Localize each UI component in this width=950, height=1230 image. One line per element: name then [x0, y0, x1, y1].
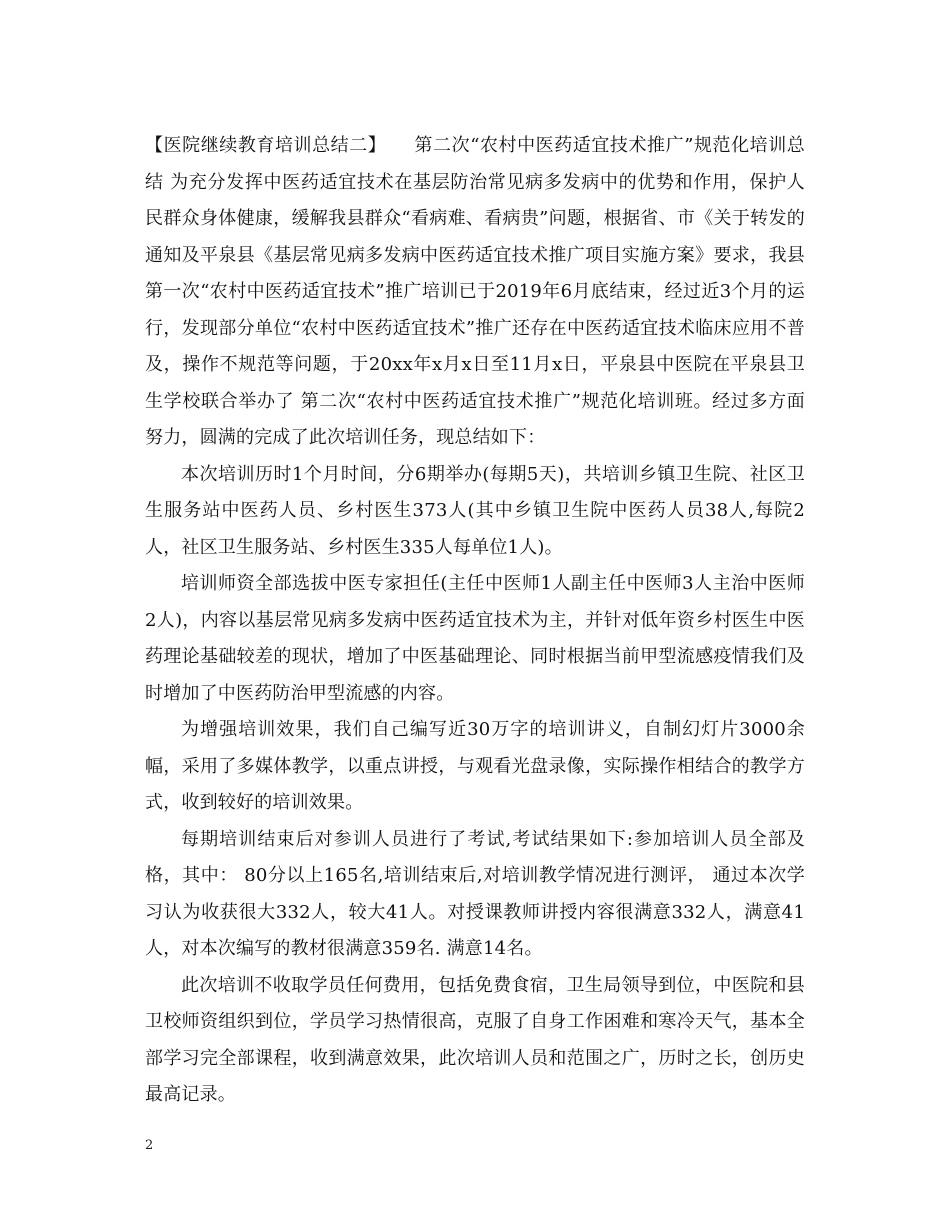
- paragraph-conclusion: 此次培训不收取学员任何费用，包括免费食宿，卫生局领导到位，中医院和县卫校师资组织到位，学员学习热情很高，克服了自身工作困难和寒冷天气，基本全部学习完全部课程，收到满意效果，此次培训人员和范围之广，历时之长，创历史最高记录。: [145, 974, 805, 1105]
- paragraph-materials: 为增强培训效果，我们自己编写近30万字的培训讲义，自制幻灯片3000余幅，采用了多媒体教学，以重点讲授，与观看光盘录像，实际操作相结合的教学方式，收到较好的培训效果。: [145, 719, 805, 813]
- page-number: 2: [145, 1138, 154, 1153]
- paragraph-training-duration: 本次培训历时1个月时间，分6期举办(每期5天)，共培训乡镇卫生院、社区卫生服务站中医药人员、乡村医生373人(其中乡镇卫生院中医药人员38人,每院2人，社区卫生服务站、乡村医生335人每单位1人)。: [145, 463, 805, 558]
- paragraph-exam-results: 每期培训结束后对参训人员进行了考试,考试结果如下:参加培训人员全部及格，其中： 80分以上165名,培训结束后,对培训教学情况进行测评， 通过本次学习认为收获很大332人，较大41人。对授课教师讲授内容很满意332人，满意41人，对本次编写的教材很满意359名. 满意14名。: [145, 828, 805, 959]
- document-body: [145, 128, 805, 1114]
- paragraph-teachers: 培训师资全部选拔中医专家担任(主任中医师1人副主任中医师3人主治中医师2人)，内容以基层常见病多发病中医药适宜技术为主，并针对低年资乡村医生中医药理论基础较差的现状，增加了中医基础理论、同时根据当前甲型流感疫情我们及时增加了中医药防治甲型流感的内容。: [145, 573, 805, 704]
- paragraph-intro: 【医院继续教育培训总结二】 第二次“农村中医药适宜技术推广”规范化培训总结 为充分发挥中医药适宜技术在基层防治常见病多发病中的优势和作用，保护人民群众身体健康，缓解我县群众“看病难、看病贵”问题，根据省、市《关于转发的通知及平泉县《基层常见病多发病中医药适宜技术推广项目实施方案》要求，我县第一次“农村中医药适宜技术”推广培训已于2019年6月底结束，经过近3个月的运行，发现部分单位“农村中医药适宜技术”推广还存在中医药适宜技术临床应用不普及，操作不规范等问题，于20xx年x月x日至11月x日，平泉县中医院在平泉县卫生学校联合举办了 第二次“农村中医药适宜技术推广”规范化培训班。经过多方面努力，圆满的完成了此次培训任务，现总结如下：: [145, 135, 805, 448]
